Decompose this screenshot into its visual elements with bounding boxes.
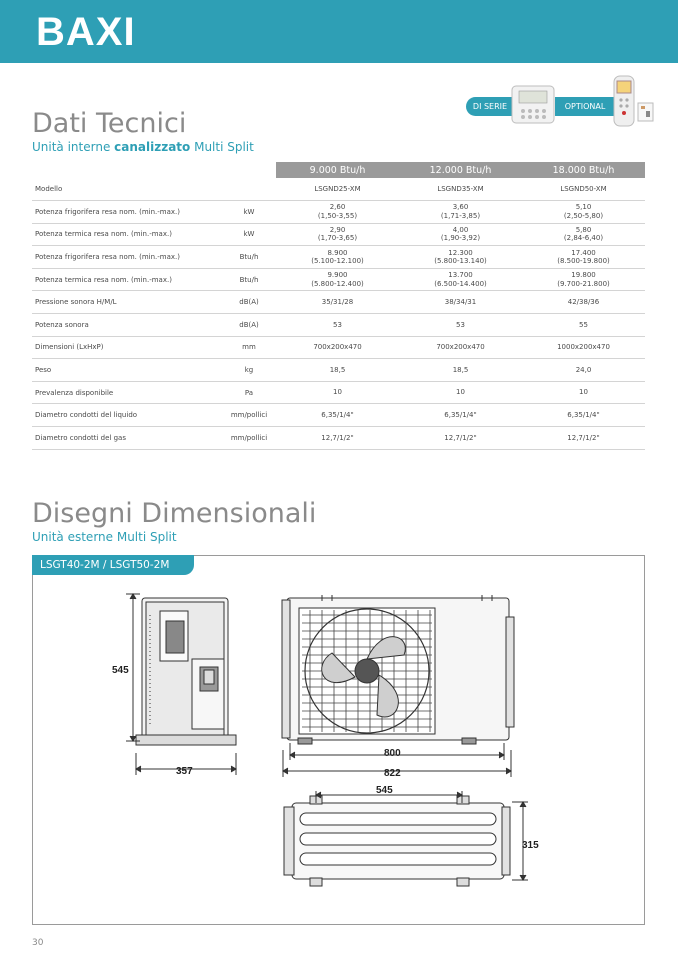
table-cell (522, 201, 645, 224)
table-cell (399, 314, 522, 337)
table-row (32, 178, 645, 201)
table-cell (522, 246, 645, 269)
cell-line: 700x200x470 (436, 343, 485, 352)
wired-controller-icon (511, 85, 556, 125)
drawing-model-tab: LSGT40-2M / LSGT50-2M (32, 555, 194, 575)
dim-depth-label: 357 (176, 766, 193, 777)
cell-line: 12,7/1/2" (567, 433, 600, 442)
cell-line: (1,71-3,85) (440, 211, 481, 220)
table-cell (522, 381, 645, 404)
side-view-drawing (136, 598, 236, 745)
section-subtitle-technical-data: Unità interne canalizzato Multi Split (32, 140, 254, 154)
cell-line: (2,50-5,80) (563, 211, 604, 220)
row-label: Potenza frigorifera resa nom. (min.-max.) (32, 246, 222, 269)
cell-line: 5,80 (575, 225, 592, 234)
cell-line: 12.300 (448, 248, 473, 257)
cell-line: 3,60 (452, 203, 469, 212)
cell-line: (5.800-12.400) (311, 279, 364, 288)
tag-optional: OPTIONAL (555, 97, 615, 116)
table-cell (276, 359, 399, 382)
row-unit: Btu/h (222, 246, 276, 269)
tag-included: DI SERIE (466, 97, 514, 116)
table-cell (522, 223, 645, 246)
table-header-row (32, 162, 645, 178)
table-cell (276, 291, 399, 314)
table-row (32, 268, 645, 291)
table-cell (399, 381, 522, 404)
table-row (32, 314, 645, 337)
cell-line: 4,00 (452, 225, 469, 234)
page-number: 30 (32, 938, 44, 948)
row-unit: kW (222, 201, 276, 224)
cell-line: (5.100-12.100) (311, 257, 364, 266)
row-unit: mm/pollici (222, 427, 276, 450)
table-cell (522, 359, 645, 382)
cell-line: (8.500-19.800) (557, 257, 610, 266)
table-cell (399, 291, 522, 314)
row-unit: mm/pollici (222, 404, 276, 427)
cell-line: 12,7/1/2" (321, 433, 354, 442)
front-view-drawing (282, 595, 514, 744)
technical-data-table (32, 162, 645, 450)
header-blank (32, 162, 222, 178)
row-label: Potenza termica resa nom. (min.-max.) (32, 223, 222, 246)
table-cell (276, 381, 399, 404)
table-cell (276, 404, 399, 427)
row-label: Potenza termica resa nom. (min.-max.) (32, 268, 222, 291)
header-blank (222, 162, 276, 178)
cell-line: 24,0 (575, 365, 592, 374)
table-cell (399, 223, 522, 246)
cell-line: 1000x200x470 (557, 343, 610, 352)
cell-line: LSGND25-XM (314, 184, 361, 193)
cell-line: 5,10 (575, 203, 592, 212)
cell-line: (1,90-3,92) (440, 234, 481, 243)
table-row (32, 359, 645, 382)
cell-line: 53 (456, 320, 465, 329)
row-unit: Pa (222, 381, 276, 404)
table-row (32, 404, 645, 427)
table-cell (399, 336, 522, 359)
table-cell (399, 427, 522, 450)
row-unit: kW (222, 223, 276, 246)
cell-line: (1,70-3,65) (317, 234, 358, 243)
row-unit: mm (222, 336, 276, 359)
section-title-dimensional-drawings: Disegni Dimensionali (32, 498, 317, 529)
section-title-technical-data: Dati Tecnici (32, 108, 187, 139)
column-header: 18.000 Btu/h (522, 162, 645, 178)
dim-width-total-label: 822 (384, 768, 401, 779)
table-row (32, 223, 645, 246)
table-row (32, 336, 645, 359)
cell-line: 10 (333, 388, 342, 397)
row-label: Diametro condotti del liquido (32, 404, 222, 427)
row-label: Modello (32, 178, 222, 201)
table-cell (276, 427, 399, 450)
cell-line: (2,84-6,40) (563, 234, 604, 243)
table-cell (522, 404, 645, 427)
row-unit: kg (222, 359, 276, 382)
cell-line: 700x200x470 (313, 343, 362, 352)
cell-line: (5.800-13.140) (434, 257, 487, 266)
table-row (32, 246, 645, 269)
cell-line: 18,5 (329, 365, 346, 374)
remote-control-icon (612, 75, 656, 127)
table-cell (399, 246, 522, 269)
cell-line: 6,35/1/4" (321, 410, 354, 419)
table-cell (399, 201, 522, 224)
dim-height-label: 545 (112, 665, 129, 676)
cell-line: 2,60 (329, 203, 346, 212)
row-label: Potenza sonora (32, 314, 222, 337)
cell-line: 55 (579, 320, 588, 329)
cell-line: 12,7/1/2" (444, 433, 477, 442)
table-cell (276, 246, 399, 269)
row-unit: dB(A) (222, 314, 276, 337)
table-cell (276, 336, 399, 359)
cell-line: 6,35/1/4" (444, 410, 477, 419)
dim-base-depth-label: 315 (522, 840, 539, 851)
row-unit: dB(A) (222, 291, 276, 314)
cell-line: LSGND50-XM (560, 184, 607, 193)
cell-line: (6.500-14.400) (434, 279, 487, 288)
cell-line: 2,90 (329, 225, 346, 234)
cell-line: 9.900 (327, 271, 348, 280)
cell-line: (9.700-21.800) (557, 279, 610, 288)
table-cell (276, 201, 399, 224)
column-header: 12.000 Btu/h (399, 162, 522, 178)
table-cell (276, 178, 399, 201)
cell-line: 10 (456, 388, 465, 397)
top-view-drawing (284, 796, 510, 886)
cell-line: 10 (579, 388, 588, 397)
row-label: Peso (32, 359, 222, 382)
row-label: Dimensioni (LxHxP) (32, 336, 222, 359)
cell-line: 18,5 (452, 365, 469, 374)
table-cell (522, 178, 645, 201)
dim-feet-spacing-label: 545 (376, 785, 393, 796)
cell-line: 6,35/1/4" (567, 410, 600, 419)
table-cell (399, 178, 522, 201)
table-cell (399, 268, 522, 291)
cell-line: 8.900 (327, 248, 348, 257)
cell-line: 38/34/31 (444, 298, 477, 307)
cell-line: 13.700 (448, 271, 473, 280)
table-row (32, 291, 645, 314)
cell-line: (1,50-3,55) (317, 211, 358, 220)
table-cell (522, 291, 645, 314)
cell-line: 53 (333, 320, 342, 329)
table-cell (399, 404, 522, 427)
row-unit (222, 178, 276, 201)
cell-line: 42/38/36 (567, 298, 600, 307)
table-row (32, 427, 645, 450)
baxi-logo: BAXI (36, 10, 136, 54)
table-cell (522, 314, 645, 337)
table-row (32, 381, 645, 404)
row-unit: Btu/h (222, 268, 276, 291)
row-label: Potenza frigorifera resa nom. (min.-max.) (32, 201, 222, 224)
table-cell (399, 359, 522, 382)
row-label: Pressione sonora H/M/L (32, 291, 222, 314)
table-cell (522, 427, 645, 450)
cell-line: 19.800 (571, 271, 596, 280)
table-cell (276, 268, 399, 291)
dim-width-inner-label: 800 (384, 748, 401, 759)
cell-line: 35/31/28 (321, 298, 354, 307)
dimensional-drawing (32, 555, 645, 925)
row-label: Diametro condotti del gas (32, 427, 222, 450)
table-cell (276, 223, 399, 246)
table-cell (522, 336, 645, 359)
table-cell (522, 268, 645, 291)
column-header: 9.000 Btu/h (276, 162, 399, 178)
row-label: Prevalenza disponibile (32, 381, 222, 404)
table-row (32, 201, 645, 224)
table-cell (276, 314, 399, 337)
cell-line: LSGND35-XM (437, 184, 484, 193)
cell-line: 17.400 (571, 248, 596, 257)
section-subtitle-dimensional-drawings: Unità esterne Multi Split (32, 530, 177, 544)
